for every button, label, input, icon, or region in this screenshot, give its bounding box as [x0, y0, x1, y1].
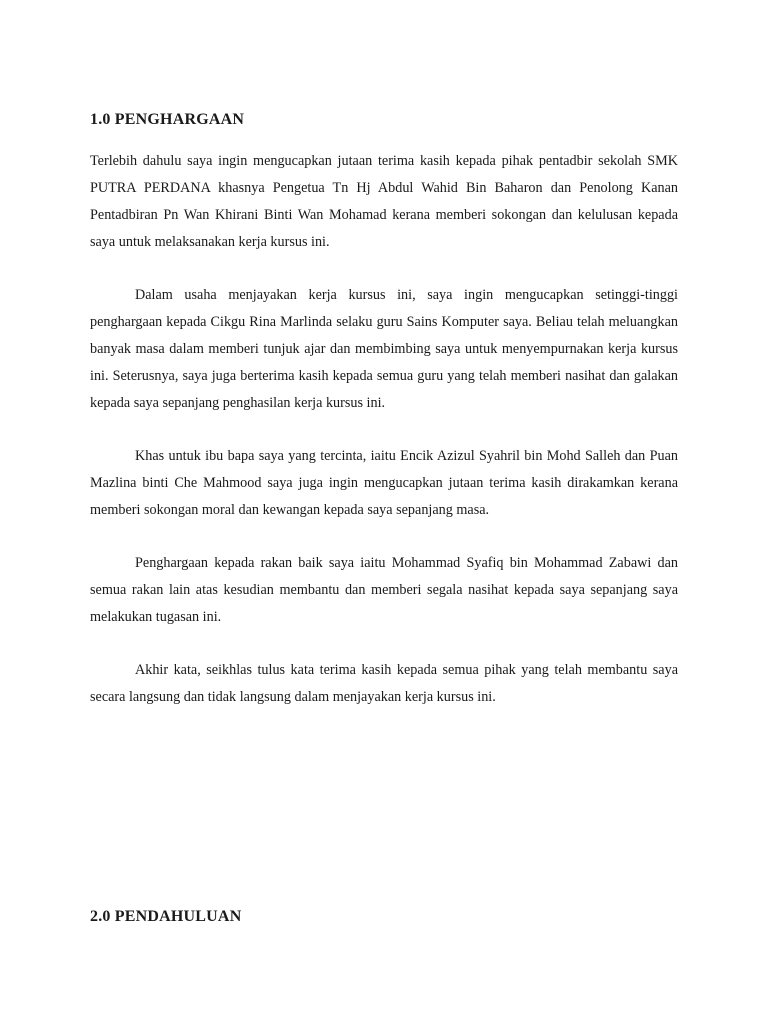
paragraph-1: Terlebih dahulu saya ingin mengucapkan jutaan terima kasih kepada pihak pentadbir sekolah SMK PUTRA PERDANA khasnya Pengetua Tn Hj Abdul Wahid Bin Baharon dan Penolong Kanan Pentadbiran Pn Wan Khirani Binti Wan Mohamad kerana memberi sokongan dan kelulusan kepada saya untuk melaksanakan kerja kursus ini.: [90, 153, 678, 250]
paragraph-5: Akhir kata, seikhlas tulus kata terima kasih kepada semua pihak yang telah membantu saya secara langsung dan tidak langsung dalam menjayakan kerja kursus ini.: [90, 662, 678, 705]
section-heading-pendahuluan: 2.0 PENDAHULUAN: [90, 908, 242, 925]
paragraph-3: Khas untuk ibu bapa saya yang tercinta, iaitu Encik Azizul Syahril bin Mohd Salleh dan Puan Mazlina binti Che Mahmood saya juga ingin mengucapkan jutaan terima kasih dirakamkan kerana memberi sokongan moral dan kewangan kepada saya sepanjang masa.: [90, 448, 678, 518]
paragraph-4: Penghargaan kepada rakan baik saya iaitu Mohammad Syafiq bin Mohammad Zabawi dan semua rakan lain atas kesudian membantu dan memberi segala nasihat kepada saya sepanjang saya melakukan tugasan ini.: [90, 555, 678, 625]
section-heading-penghargaan: 1.0 PENGHARGAAN: [90, 111, 245, 128]
paragraph-2: Dalam usaha menjayakan kerja kursus ini, saya ingin mengucapkan setinggi-tinggi penghargaan kepada Cikgu Rina Marlinda selaku guru Sains Komputer saya. Beliau telah meluangkan banyak masa dalam memberi tunjuk ajar dan membimbing saya untuk menyempurnakan kerja kursus ini. Seterusnya, saya juga berterima kasih kepada semua guru yang telah memberi nasihat dan galakan kepada saya sepanjang penghasilan kerja kursus ini.: [90, 287, 678, 411]
